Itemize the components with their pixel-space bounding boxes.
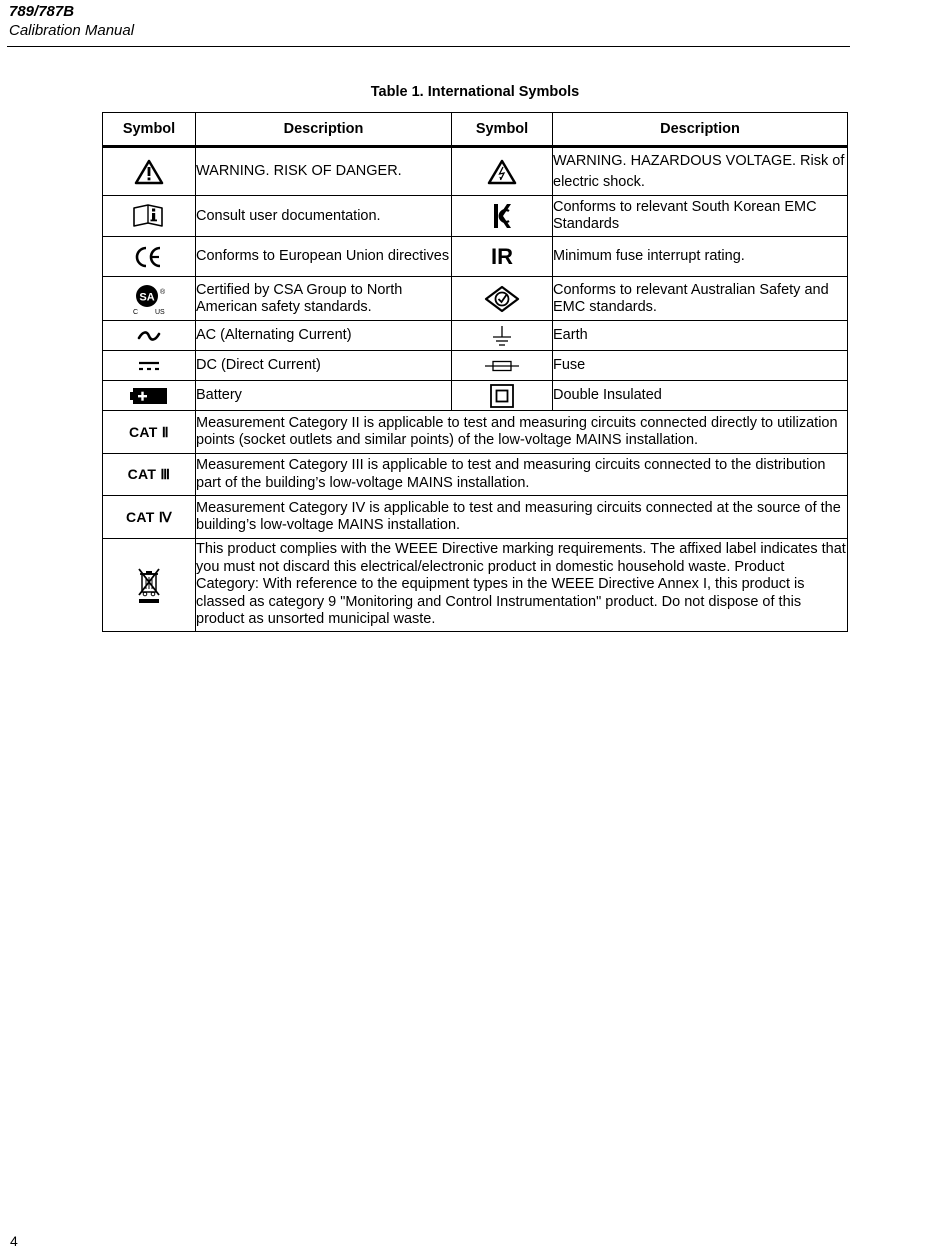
kc-mark-icon [491, 202, 513, 230]
symbol-cell [103, 381, 196, 411]
description-cell: Certified by CSA Group to North American safety standards. [196, 277, 452, 321]
table-row [103, 147, 848, 196]
symbol-cell [103, 196, 196, 237]
table-row [103, 454, 848, 496]
description-cell: Fuse [553, 351, 848, 381]
description-cell: This product complies with the WEEE Directive marking requirements. The affixed label indicates that you must not discard this electrical/electronic product in domestic household waste. Product Category: With reference to the equipment types in the WEEE Directive Annex I, this product is classed as category 9 "Monitoring and Control Instrumentation" product. Do not dispose of this product as unsorted municipal waste. [196, 539, 848, 632]
column-header: Symbol [103, 113, 196, 147]
table-row [103, 321, 848, 351]
dc-icon [137, 360, 161, 372]
description-cell: AC (Alternating Current) [196, 321, 452, 351]
hazardous-voltage-icon [487, 159, 517, 185]
symbol-cell [103, 351, 196, 381]
symbol-cell [452, 351, 553, 381]
ce-mark-icon [134, 245, 164, 269]
earth-icon [490, 325, 514, 347]
description-cell: Conforms to European Union directives [196, 237, 452, 277]
table-row [103, 351, 848, 381]
ac-icon [136, 330, 162, 342]
column-header: Description [553, 113, 848, 147]
table-row [103, 411, 848, 454]
description-cell: Battery [196, 381, 452, 411]
description-text: WARNING. HAZARDOUS VOLTAGE. Risk of electric shock. [553, 152, 845, 190]
page-number: 4 [10, 1233, 18, 1249]
rcm-mark-icon [483, 284, 521, 314]
double-insulated-icon [489, 383, 515, 409]
description-cell: Measurement Category IV is applicable to test and measuring circuits connected at the source of the building’s low-voltage MAINS installation. [196, 496, 848, 539]
cat-iv-symbol: CAT Ⅳ [125, 508, 173, 525]
symbols-table [102, 112, 848, 632]
symbol-cell [103, 454, 196, 496]
table-row [103, 539, 848, 632]
table-row [103, 237, 848, 277]
table-row [103, 496, 848, 539]
symbol-cell [452, 196, 553, 237]
cat-iii-symbol: CAT Ⅲ [127, 466, 171, 482]
column-header: Description [196, 113, 452, 147]
symbol-cell [452, 321, 553, 351]
cat-ii-symbol: CAT Ⅱ [128, 423, 169, 440]
csa-registered-mark: ® [160, 288, 166, 296]
header-rule [7, 46, 850, 47]
description-cell: Conforms to relevant South Korean EMC Standards [553, 196, 848, 237]
symbol-cell [103, 277, 196, 321]
doc-title: 789/787B [9, 3, 75, 20]
ir-symbol: IR [491, 243, 513, 269]
table-row [103, 277, 848, 321]
symbol-cell [103, 411, 196, 454]
symbol-cell [452, 237, 553, 277]
doc-subtitle: Calibration Manual [9, 22, 135, 39]
csa-us-letters: US [155, 308, 165, 316]
description-cell: Conforms to relevant Australian Safety and EMC standards. [553, 277, 848, 321]
csa-mark-icon [129, 282, 169, 316]
description-cell: WARNING. RISK OF DANGER. [196, 147, 452, 196]
table-header-row [103, 113, 848, 147]
table-row [103, 196, 848, 237]
description-cell: Double Insulated [553, 381, 848, 411]
description-cell: Minimum fuse interrupt rating. [553, 237, 848, 277]
symbol-cell [452, 381, 553, 411]
description-cell: Measurement Category III is applicable to test and measuring circuits connected to the distribution part of the building’s low-voltage MAINS installation. [196, 454, 848, 496]
table-row [103, 381, 848, 411]
table-caption: Table 1. International Symbols [370, 84, 580, 100]
battery-icon [130, 387, 168, 405]
description-cell: Consult user documentation. [196, 196, 452, 237]
description-cell: DC (Direct Current) [196, 351, 452, 381]
page-header [9, 3, 134, 41]
symbol-cell [103, 539, 196, 632]
fuse-icon [484, 359, 520, 373]
svg-text:SA: SA [139, 291, 155, 303]
symbol-cell [452, 277, 553, 321]
symbol-cell [103, 147, 196, 196]
column-header: Symbol [452, 113, 553, 147]
symbol-cell [103, 321, 196, 351]
description-cell [553, 147, 848, 196]
weee-icon [135, 565, 163, 605]
symbol-cell [452, 147, 553, 196]
user-documentation-icon [132, 203, 166, 229]
warning-triangle-icon [134, 159, 164, 185]
symbol-cell [103, 496, 196, 539]
csa-c-letter: C [133, 308, 139, 316]
description-cell: Earth [553, 321, 848, 351]
description-cell: Measurement Category II is applicable to test and measuring circuits connected directly to utilization points (socket outlets and similar points) of the low-voltage MAINS installation. [196, 411, 848, 454]
symbol-cell [103, 237, 196, 277]
